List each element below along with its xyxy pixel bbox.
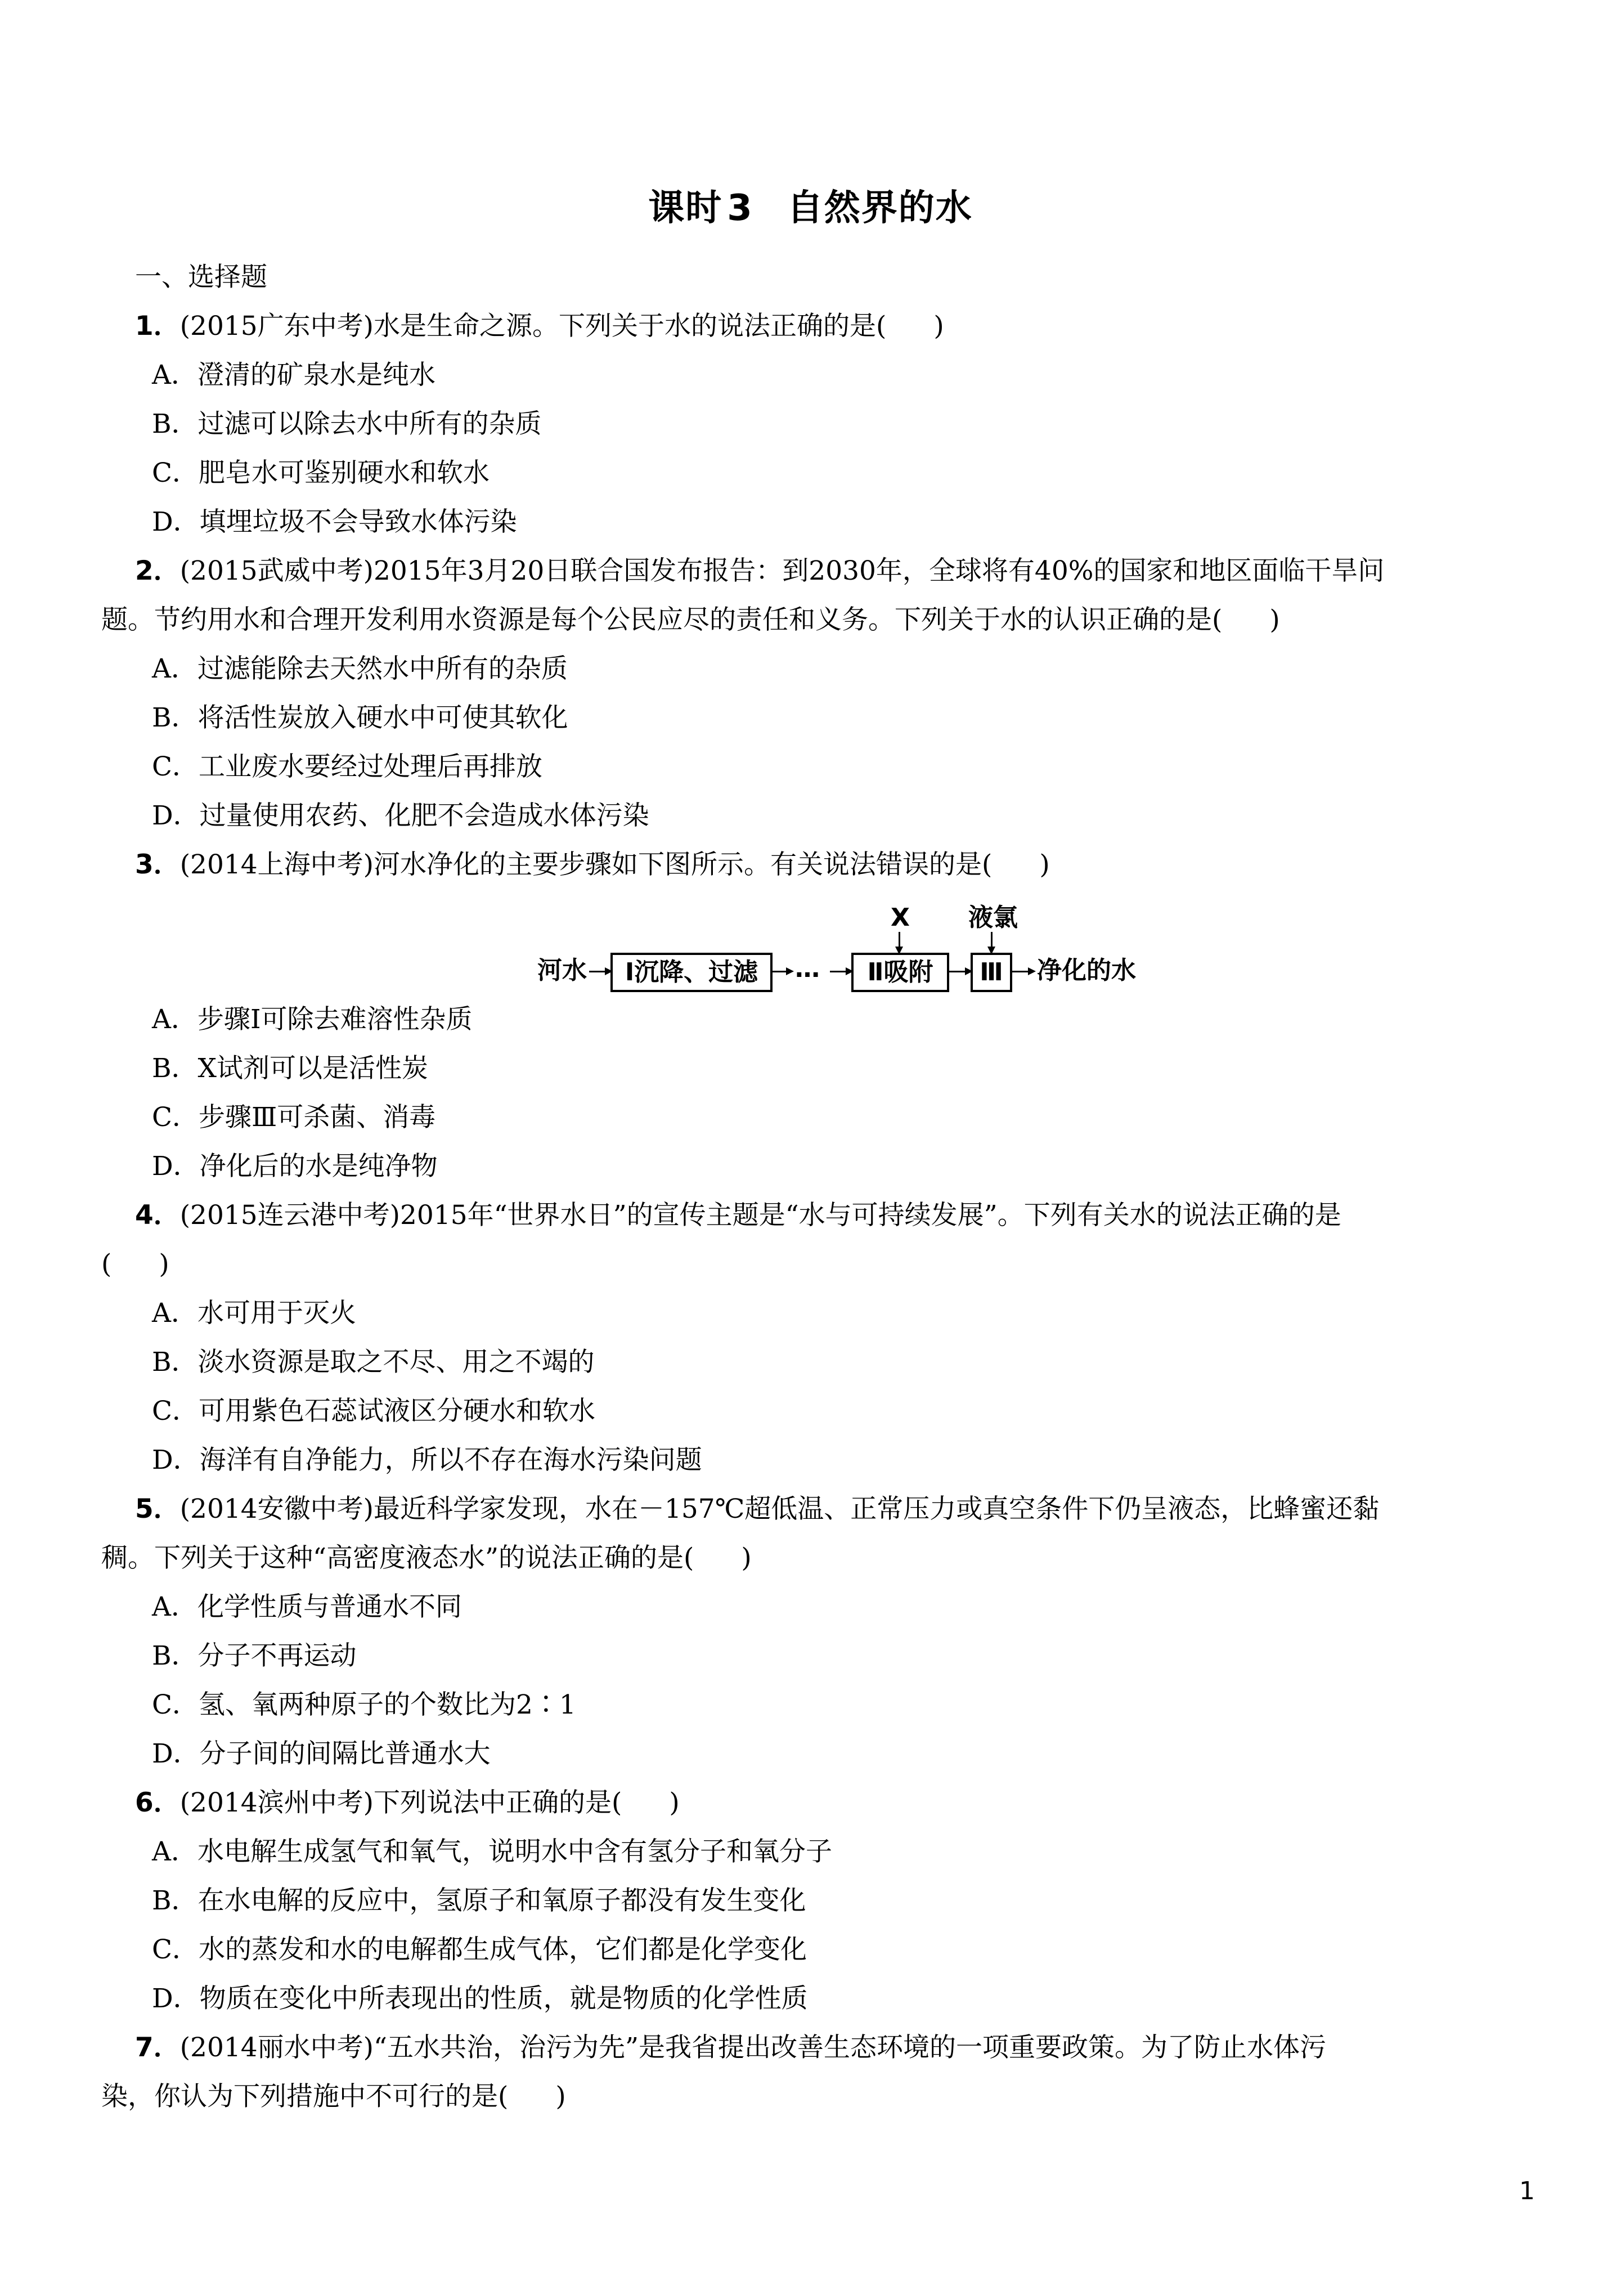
step-1-box: Ⅰ沉降、过滤 bbox=[610, 953, 773, 992]
diagram-result: 净化的水 bbox=[1037, 956, 1136, 985]
question-5-cont: 稠。下列关于这种“高密度液态水”的说法正确的是( ) bbox=[101, 1542, 752, 1573]
diagram-source: 河水 bbox=[537, 956, 587, 985]
section-heading: 一、选择题 bbox=[135, 262, 267, 293]
option-2d: D．过量使用农药、化肥不会造成水体污染 bbox=[152, 800, 649, 831]
option-1d: D．填埋垃圾不会导致水体污染 bbox=[152, 506, 517, 537]
question-1: 1．(2015广东中考)水是生命之源。下列关于水的说法正确的是( ) bbox=[135, 311, 944, 342]
option-3c: C．步骤Ⅲ可杀菌、消毒 bbox=[152, 1102, 436, 1133]
step-2-box: Ⅱ吸附 bbox=[851, 953, 949, 992]
question-4: 4．(2015连云港中考)2015年“世界水日”的宣传主题是“水与可持续发展”。下列有关水的说法正确的是 bbox=[135, 1200, 1341, 1231]
option-4c: C．可用紫色石蕊试液区分硬水和软水 bbox=[152, 1396, 595, 1427]
question-2-cont: 题。节约用水和合理开发利用水资源是每个公民应尽的责任和义务。下列关于水的认识正确的是( ) bbox=[101, 604, 1280, 635]
option-6d: D．物质在变化中所表现出的性质，就是物质的化学性质 bbox=[152, 1983, 808, 2014]
option-5b: B．分子不再运动 bbox=[152, 1640, 357, 1671]
arrow-icon bbox=[1012, 971, 1034, 972]
arrow-icon bbox=[773, 971, 792, 972]
question-3: 3．(2014上海中考)河水净化的主要步骤如下图所示。有关说法错误的是( ) bbox=[135, 849, 1050, 880]
question-2: 2．(2015武威中考)2015年3月20日联合国发布报告：到2030年，全球将有40%的国家和地区面临干旱问 bbox=[135, 555, 1385, 586]
question-4-cont: ( ) bbox=[101, 1249, 169, 1280]
option-6c: C．水的蒸发和水的电解都生成气体，它们都是化学变化 bbox=[152, 1934, 807, 1965]
option-4a: A．水可用于灭火 bbox=[152, 1298, 356, 1329]
question-7-cont: 染，你认为下列措施中不可行的是( ) bbox=[101, 2081, 566, 2112]
reagent-x: X bbox=[891, 903, 910, 932]
question-6: 6．(2014滨州中考)下列说法中正确的是( ) bbox=[135, 1787, 680, 1818]
ellipsis: … bbox=[795, 954, 820, 983]
option-2c: C．工业废水要经过处理后再排放 bbox=[152, 751, 542, 782]
option-2b: B．将活性炭放入硬水中可使其软化 bbox=[152, 702, 568, 733]
option-1b: B．过滤可以除去水中所有的杂质 bbox=[152, 409, 542, 440]
option-1a: A．澄清的矿泉水是纯水 bbox=[152, 360, 435, 391]
step-3-box: Ⅲ bbox=[971, 953, 1012, 992]
question-7: 7．(2014丽水中考)“五水共治，治污为先”是我省提出改善生态环境的一项重要政策。为了防止水体污 bbox=[135, 2032, 1327, 2063]
option-3b: B．X试剂可以是活性炭 bbox=[152, 1053, 428, 1084]
option-2a: A．过滤能除去天然水中所有的杂质 bbox=[152, 653, 568, 684]
down-arrow-icon bbox=[899, 932, 900, 952]
option-3a: A．步骤Ⅰ可除去难溶性杂质 bbox=[152, 1004, 473, 1035]
arrow-icon bbox=[830, 971, 851, 972]
option-6b: B．在水电解的反应中，氢原子和氧原子都没有发生变化 bbox=[152, 1885, 806, 1916]
page-number: 1 bbox=[1519, 2177, 1535, 2205]
reagent-chlorine: 液氯 bbox=[968, 903, 1018, 932]
option-5d: D．分子间的间隔比普通水大 bbox=[152, 1738, 491, 1769]
page-title: 课时 3 自然界的水 bbox=[648, 187, 973, 229]
option-6a: A．水电解生成氢气和氧气，说明水中含有氢分子和氧分子 bbox=[152, 1836, 832, 1867]
water-purification-diagram bbox=[537, 902, 1184, 992]
option-4d: D．海洋有自净能力，所以不存在海水污染问题 bbox=[152, 1445, 702, 1476]
arrow-icon bbox=[589, 971, 610, 972]
question-5: 5．(2014安徽中考)最近科学家发现，水在－157℃超低温、正常压力或真空条件下仍呈液态，比蜂蜜还黏 bbox=[135, 1494, 1380, 1524]
down-arrow-icon bbox=[991, 932, 993, 952]
arrow-icon bbox=[949, 971, 971, 972]
option-3d: D．净化后的水是纯净物 bbox=[152, 1151, 438, 1182]
option-5c: C．氢、氧两种原子的个数比为2∶1 bbox=[152, 1689, 576, 1720]
option-1c: C．肥皂水可鉴别硬水和软水 bbox=[152, 458, 490, 488]
option-4b: B．淡水资源是取之不尽、用之不竭的 bbox=[152, 1347, 595, 1378]
option-5a: A．化学性质与普通水不同 bbox=[152, 1591, 462, 1622]
